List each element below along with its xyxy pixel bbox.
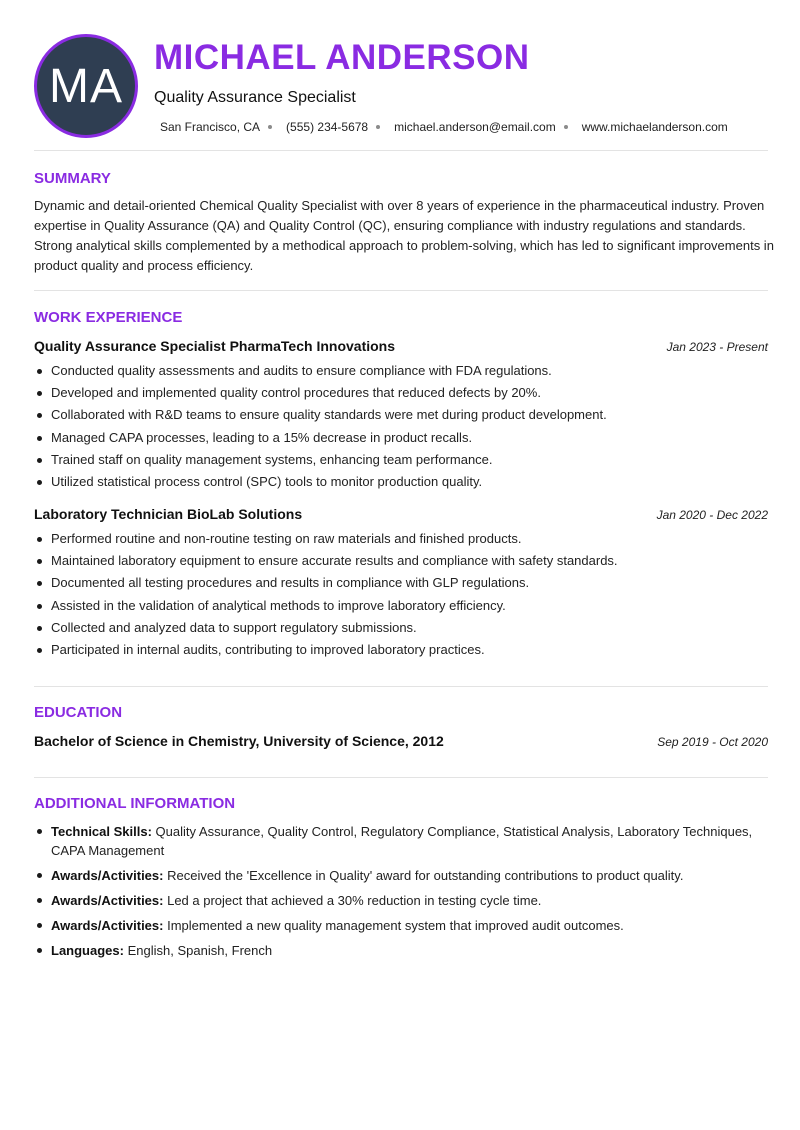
job-title: Quality Assurance Specialist PharmaTech Innovations [34, 338, 396, 354]
separator-dot-icon [268, 125, 272, 129]
list-item: Assisted in the validation of analytical methods to improve laboratory efficiency. [34, 595, 774, 617]
contact-website[interactable]: www.michaelanderson.com [581, 120, 728, 134]
resume-header [34, 34, 768, 138]
contact-phone: (555) 234-5678 [286, 120, 369, 134]
info-key: Languages: [51, 943, 124, 958]
job-dates: Jan 2023 - Present [666, 340, 768, 354]
contact-location: San Francisco, CA [160, 120, 261, 134]
info-value: Led a project that achieved a 30% reduction in testing cycle time. [167, 893, 542, 908]
list-item [34, 822, 768, 860]
list-item: Utilized statistical process control (SPC) tools to monitor production quality. [34, 471, 774, 493]
additional-info-heading: ADDITIONAL INFORMATION [34, 795, 236, 812]
section-divider [34, 777, 768, 778]
contact-email[interactable]: michael.anderson@email.com [394, 120, 556, 134]
info-key: Awards/Activities: [51, 918, 164, 933]
info-value: Implemented a new quality management system that improved audit outcomes. [167, 918, 624, 933]
education-dates: Sep 2019 - Oct 2020 [657, 735, 768, 749]
info-key: Awards/Activities: [51, 893, 164, 908]
education-heading: EDUCATION [34, 704, 123, 721]
avatar [34, 34, 138, 138]
contact-line [160, 120, 728, 134]
list-item: Documented all testing procedures and results in compliance with GLP regulations. [34, 572, 774, 594]
section-divider [34, 686, 768, 687]
info-value: English, Spanish, French [127, 943, 273, 958]
job-dates: Jan 2020 - Dec 2022 [656, 508, 768, 522]
list-item: Collaborated with R&D teams to ensure quality standards were met during product development. [34, 404, 774, 426]
list-item [34, 916, 768, 935]
summary-text: Dynamic and detail-oriented Chemical Quality Specialist with over 8 years of experience in the pharmaceutical industry. Proven expertise in Quality Assurance (QA) and Quality Control (QC), ensuring compliance with industry regulations and standards. Strong analytical skills complemented by a methodical approach to problem-solving, which has led to significant improvements in product quality and process efficiency. [34, 198, 774, 273]
list-item: Developed and implemented quality control procedures that reduced defects by 20%. [34, 382, 774, 404]
job-bullet-list [34, 528, 774, 661]
list-item [34, 866, 768, 885]
list-item: Managed CAPA processes, leading to a 15% decrease in product recalls. [34, 427, 774, 449]
candidate-name: MICHAEL ANDERSON [154, 38, 530, 77]
section-divider [34, 150, 768, 151]
job-header [34, 506, 768, 524]
job-bullet-list [34, 360, 774, 493]
education-entry [34, 733, 768, 751]
list-item [34, 891, 768, 910]
list-item: Performed routine and non-routine testing on raw materials and finished products. [34, 528, 774, 550]
candidate-role: Quality Assurance Specialist [154, 89, 356, 106]
info-key: Awards/Activities: [51, 868, 164, 883]
section-divider [34, 290, 768, 291]
list-item: Participated in internal audits, contributing to improved laboratory practices. [34, 639, 774, 661]
separator-dot-icon [564, 125, 568, 129]
separator-dot-icon [376, 125, 380, 129]
list-item: Conducted quality assessments and audits to ensure compliance with FDA regulations. [34, 360, 774, 382]
list-item: Trained staff on quality management systems, enhancing team performance. [34, 449, 774, 471]
info-value: Quality Assurance, Quality Control, Regulatory Compliance, Statistical Analysis, Laboratory Techniques, CAPA Management [51, 824, 753, 858]
info-key: Technical Skills: [51, 824, 152, 839]
work-experience-heading: WORK EXPERIENCE [34, 309, 183, 326]
summary-heading: SUMMARY [34, 170, 111, 187]
info-value: Received the 'Excellence in Quality' award for outstanding contributions to product quality. [167, 868, 684, 883]
list-item: Maintained laboratory equipment to ensure accurate results and compliance with safety standards. [34, 550, 774, 572]
additional-info-list [34, 822, 768, 960]
list-item [34, 941, 768, 960]
job-title: Laboratory Technician BioLab Solutions [34, 506, 303, 522]
degree-title: Bachelor of Science in Chemistry, University of Science, 2012 [34, 733, 444, 749]
avatar-initials: MA [49, 59, 123, 113]
job-header [34, 338, 768, 356]
list-item: Collected and analyzed data to support regulatory submissions. [34, 617, 774, 639]
